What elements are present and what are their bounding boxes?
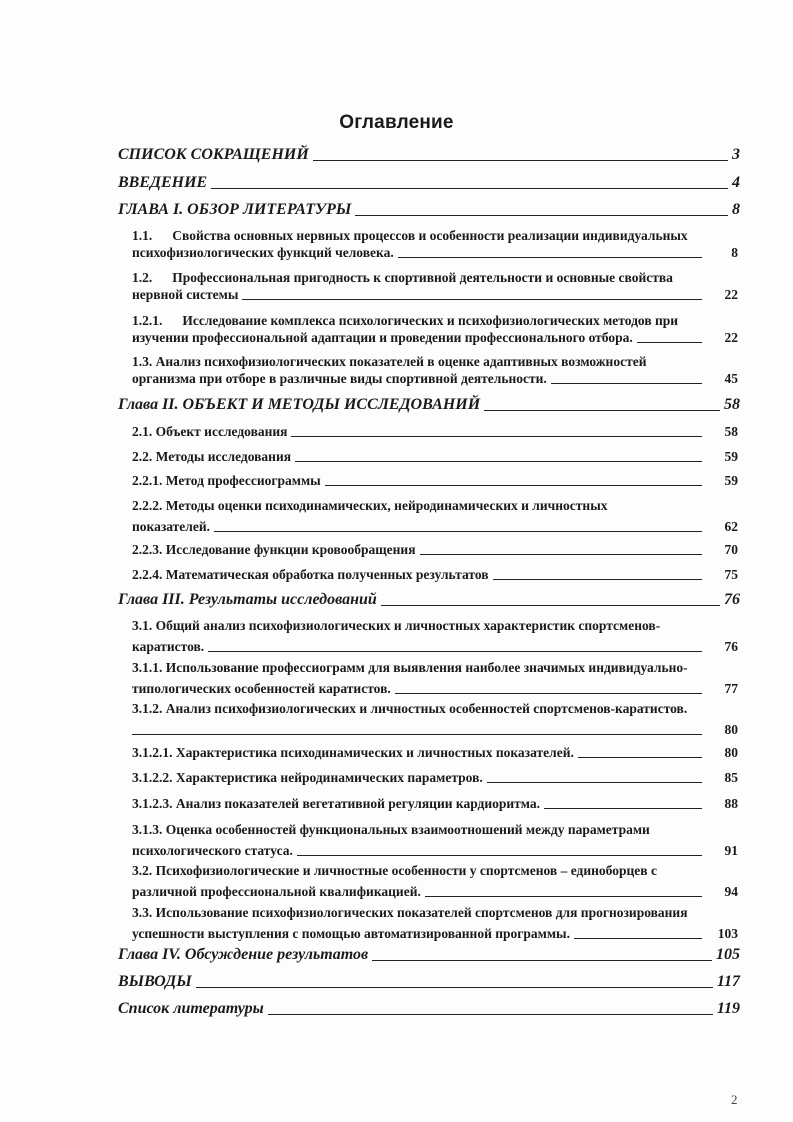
toc-entry-section-3-1-3[interactable]	[132, 821, 738, 859]
toc-entry-text: ГЛАВА I. ОБЗОР ЛИТЕРАТУРЫ	[118, 201, 352, 218]
toc-entry-text-continued: психологического статуса.	[132, 843, 293, 858]
toc-entry-section-3-1-2-1[interactable]	[132, 744, 738, 761]
toc-entry-text: Глава IV. Обсуждение результатов	[118, 946, 369, 963]
toc-page-number: 8	[731, 245, 738, 260]
toc-page-number: 70	[724, 542, 738, 557]
dot-leader	[313, 159, 728, 161]
section-number: 1.1.	[132, 228, 153, 243]
toc-entry-text: 2.2.3. Исследование функции кровообращения	[132, 542, 416, 557]
toc-entry-text-continued: показателей.	[132, 519, 211, 534]
toc-page-number: 80	[724, 722, 738, 737]
toc-entry-introduction[interactable]	[118, 174, 740, 192]
toc-page-number: 22	[724, 330, 738, 345]
toc-entry-text: Глава II. ОБЪЕКТ И МЕТОДЫ ИССЛЕДОВАНИЙ	[118, 396, 481, 413]
dot-leader	[420, 553, 702, 555]
toc-entry-text: Глава III. Результаты исследований	[118, 591, 377, 608]
toc-page-number: 22	[724, 287, 738, 302]
dot-leader	[578, 756, 702, 758]
dot-leader	[425, 895, 702, 897]
toc-page-number: 58	[724, 424, 738, 439]
dot-leader	[196, 986, 713, 988]
dot-leader	[493, 578, 702, 580]
dot-leader	[544, 807, 702, 809]
toc-entry-text: 1.3. Анализ психофизиологических показателей в оценке адаптивных возможностей	[132, 354, 647, 369]
toc-entry-section-2-1[interactable]	[132, 423, 738, 440]
toc-entry-chapter-2[interactable]	[118, 396, 740, 414]
toc-entry-text-continued: различной профессиональной квалификацией.	[132, 884, 421, 899]
toc-entry-text: 2.2.2. Методы оценки психодинамических, нейродинамических и личностных	[132, 498, 608, 513]
toc-entry-text: 3.1.2.1. Характеристика психодинамических и личностных показателей.	[132, 745, 574, 760]
dot-leader	[487, 781, 702, 783]
dot-leader	[242, 298, 702, 300]
toc-page-number: 105	[716, 946, 740, 963]
toc-page-number: 45	[724, 371, 738, 386]
toc-entry-text: Профессиональная пригодность к спортивной деятельности и основные свойства	[172, 270, 673, 285]
toc-entry-text: Исследование комплекса психологических и психофизиологических методов при	[182, 313, 679, 328]
section-number: 1.2.1.	[132, 313, 163, 328]
toc-entry-section-3-3[interactable]	[132, 904, 738, 942]
toc-page-number: 119	[716, 1000, 740, 1017]
toc-entry-section-1-2-1[interactable]	[132, 312, 738, 346]
dot-leader	[214, 530, 702, 532]
toc-page-number: 76	[724, 591, 740, 608]
toc-entry-text: СПИСОК СОКРАЩЕНИЙ	[118, 146, 309, 163]
toc-page-number: 94	[724, 884, 738, 899]
dot-leader	[325, 484, 702, 486]
toc-entry-text-continued: успешности выступления с помощью автоматизированной программы.	[132, 926, 570, 941]
toc-entry-text: 3.1.3. Оценка особенностей функциональных взаимоотношений между параметрами	[132, 822, 650, 837]
toc-entry-text: 3.1.2.3. Анализ показателей вегетативной регуляции кардиоритма.	[132, 796, 541, 811]
toc-entry-text: 3.1.2. Анализ психофизиологических и личностных особенностей спортсменов-каратистов.	[132, 701, 688, 716]
toc-page-number: 59	[724, 449, 738, 464]
dot-leader	[211, 187, 728, 189]
dot-leader	[637, 341, 702, 343]
toc-entry-section-2-2-1[interactable]	[132, 472, 738, 489]
toc-entry-text: 3.2. Психофизиологические и личностные особенности у спортсменов – единоборцев с	[132, 863, 657, 878]
dot-leader	[295, 460, 702, 462]
toc-entry-section-3-1-1[interactable]	[132, 659, 738, 697]
dot-leader	[551, 382, 702, 384]
dot-leader	[381, 604, 720, 606]
toc-entry-abbreviations[interactable]	[118, 146, 740, 164]
toc-entry-chapter-1[interactable]	[118, 201, 740, 219]
section-number: 1.2.	[132, 270, 153, 285]
dot-leader	[355, 214, 728, 216]
toc-page-number: 88	[724, 796, 738, 811]
toc-entry-text: 2.2.1. Метод профессиограммы	[132, 473, 321, 488]
toc-entry-text-continued: нервной системы	[132, 287, 239, 302]
dot-leader	[372, 959, 712, 961]
toc-page-number: 59	[724, 473, 738, 488]
toc-entry-text-continued: изучении профессиональной адаптации и проведении профессионального отбора.	[132, 330, 633, 345]
toc-entry-conclusions[interactable]	[118, 973, 740, 991]
toc-page-number: 117	[716, 973, 740, 990]
dot-leader	[574, 937, 702, 939]
toc-entry-section-2-2-3[interactable]	[132, 541, 738, 558]
toc-entry-text: Список литературы	[118, 1000, 264, 1017]
toc-entry-section-1-1[interactable]	[132, 227, 738, 261]
toc-entry-text: Свойства основных нервных процессов и особенности реализации индивидуальных	[172, 228, 688, 243]
page-title: Оглавление	[339, 112, 454, 133]
toc-entry-section-3-1-2-2[interactable]	[132, 769, 738, 786]
toc-page-number: 103	[717, 926, 738, 941]
toc-entry-text-continued: каратистов.	[132, 639, 205, 654]
toc-page-number: 80	[724, 745, 738, 760]
toc-entry-bibliography[interactable]	[118, 1000, 740, 1018]
dot-leader	[268, 1013, 713, 1015]
dot-leader	[484, 409, 720, 411]
dot-leader	[208, 650, 702, 652]
toc-entry-text-continued: психофизиологических функций человека.	[132, 245, 394, 260]
toc-entry-chapter-4[interactable]	[118, 946, 740, 964]
dot-leader	[291, 435, 702, 437]
toc-entry-section-3-1-2[interactable]	[132, 700, 738, 738]
dot-leader	[395, 692, 702, 694]
toc-entry-text: 3.3. Использование психофизиологических показателей спортсменов для прогнозирования	[132, 905, 688, 920]
toc-entry-text: 3.1.2.2. Характеристика нейродинамических параметров.	[132, 770, 483, 785]
toc-entry-section-3-2[interactable]	[132, 862, 738, 900]
toc-page-number: 4	[732, 174, 740, 191]
toc-entry-text-continued: организма при отборе в различные виды спортивной деятельности.	[132, 371, 547, 386]
toc-page-number: 3	[732, 146, 740, 163]
toc-entry-section-3-1[interactable]	[132, 617, 738, 655]
toc-entry-section-1-2[interactable]	[132, 269, 738, 303]
toc-entry-text: 3.1.1. Использование профессиограмм для выявления наиболее значимых индивидуально-	[132, 660, 688, 675]
toc-page-number: 75	[724, 567, 738, 582]
dot-leader	[398, 256, 702, 258]
dot-leader	[132, 733, 702, 735]
toc-page-number: 8	[732, 201, 740, 218]
toc-page-number: 62	[724, 519, 738, 534]
page-number: 2	[731, 1092, 738, 1107]
toc-entry-section-2-2-4[interactable]	[132, 566, 738, 583]
toc-entry-section-1-3[interactable]	[132, 353, 738, 387]
toc-entry-text: 2.2.4. Математическая обработка полученных результатов	[132, 567, 489, 582]
toc-entry-section-2-2[interactable]	[132, 448, 738, 465]
toc-page-number: 76	[724, 639, 738, 654]
toc-entry-chapter-3[interactable]	[118, 591, 740, 609]
toc-entry-text: 2.1. Объект исследования	[132, 424, 288, 439]
toc-entry-section-2-2-2[interactable]	[132, 497, 738, 535]
toc-page-number: 77	[724, 681, 738, 696]
toc-page-number: 91	[724, 843, 738, 858]
toc-entry-text-continued: типологических особенностей каратистов.	[132, 681, 391, 696]
toc-page-number: 85	[724, 770, 738, 785]
toc-entry-section-3-1-2-3[interactable]	[132, 795, 738, 812]
toc-entry-text: ВВЕДЕНИЕ	[118, 174, 208, 191]
dot-leader	[297, 854, 702, 856]
toc-entry-text: 3.1. Общий анализ психофизиологических и личностных характеристик спортсменов-	[132, 618, 661, 633]
toc-entry-text: 2.2. Методы исследования	[132, 449, 292, 464]
toc-page-number: 58	[724, 396, 740, 413]
toc-entry-text: ВЫВОДЫ	[118, 973, 192, 990]
